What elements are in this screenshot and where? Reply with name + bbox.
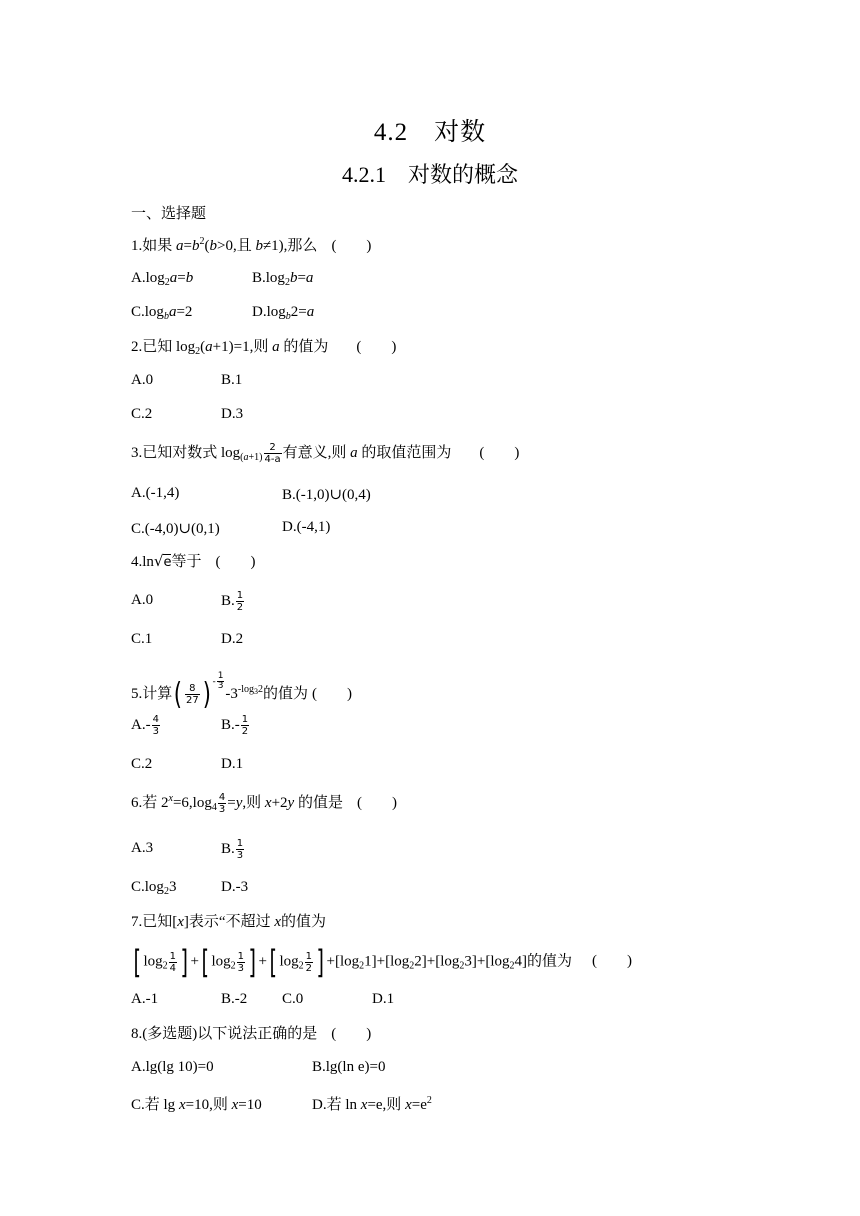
page-title: 4.2 对数 — [373, 119, 487, 146]
answer-blank: ( ) — [312, 686, 353, 702]
q7-option-d: D.1 — [372, 991, 395, 1007]
section-heading: 一、选择题 — [131, 206, 207, 222]
q5-option-b: B.- $\frac{1}{2}$ — [221, 714, 249, 737]
question-7: 7.已知[x]表示“不超过 x的值为 — [131, 914, 327, 930]
q5-option-d: D.1 — [221, 756, 244, 772]
sqrt-sign: √ — [153, 552, 164, 570]
q7-option-c: C.0 — [282, 991, 304, 1007]
q8-option-b: B.lg(ln e)=0 — [312, 1059, 386, 1075]
question-3: 3.已知对数式 $\log_{(a+1)}$ $\frac{2}{4-a}$ 有意义,则 a 的取值范围为 ( ) — [131, 442, 520, 466]
q6-option-d: D.-3 — [221, 879, 249, 895]
question-1: 1.如果 $a=b^2(b>0$,且 b≠1),那么 ( ) — [131, 235, 371, 257]
q6-option-a: A.3 — [131, 840, 154, 856]
fraction: $\frac{2}{4-a}$ — [264, 442, 281, 466]
q1-option-a: $A.\log_2a=b$ — [131, 270, 194, 288]
q4-option-c: C.1 — [131, 631, 153, 647]
q2-option-b: B.1 — [221, 372, 243, 388]
q4-option-d: D.2 — [221, 631, 244, 647]
question-4: 4.ln√e等于 ( ) — [131, 550, 256, 572]
answer-blank: ( ) — [592, 953, 632, 970]
q4-option-a: A.0 — [131, 592, 154, 608]
q8-option-a: A.lg(lg 10)=0 — [131, 1059, 214, 1075]
answer-blank: ( ) — [331, 238, 372, 254]
page-subtitle: 4.2.1 对数的概念 — [341, 162, 518, 187]
question-2: 2.已知 $\log_2(a+1)=1$,则 a 的值为 ( ) — [131, 336, 396, 358]
q2-option-c: C.2 — [131, 406, 153, 422]
question-6: 6.若 $2^x=6,\log_4$ $\frac{4}{3}$ =y,则 x+2y 的值是 ( ) — [131, 792, 397, 816]
answer-blank: ( ) — [356, 795, 397, 811]
answer-blank: ( ) — [479, 445, 520, 461]
q2-option-a: A.0 — [131, 372, 154, 388]
q1-option-b: $B.\log_2b=a$ — [252, 270, 314, 288]
q6-option-c: $C.\log_23$ — [131, 879, 177, 897]
q4-option-b: B. $\frac{1}{2}$ — [221, 590, 244, 613]
answer-blank: ( ) — [356, 339, 397, 355]
question-7-expression: [ $\log_2$ $\frac{1}{4}$ ] +[ $\log_2$ $\frac{1}{3}$ ] +[ $\log_2$ $\frac{1}{2}$ ] $+[\log_21]+[\log_22]+[\log_23]+[\log_24]$的值为 ( ) — [133, 943, 632, 981]
q8-option-c: C.若 lg x=10,则 x=10 — [131, 1097, 262, 1113]
q8-option-d: D.若 ln x=e,则 $x=e^2$ — [312, 1095, 432, 1113]
q5-option-c: C.2 — [131, 756, 153, 772]
q7-option-b: B.-2 — [221, 991, 248, 1007]
q3-option-b: B.(-1,0)∪(0,4) — [282, 487, 371, 503]
q1-option-d: $D.\log_b2=a$ — [252, 304, 315, 322]
answer-blank: ( ) — [215, 554, 256, 570]
q3-option-c: C.(-4,0)∪(0,1) — [131, 521, 220, 537]
q7-option-a: A.-1 — [131, 991, 159, 1007]
q3-option-d: D.(-4,1) — [282, 519, 331, 535]
q6-option-b: B. $\frac{1}{3}$ — [221, 838, 244, 861]
q2-option-d: D.3 — [221, 406, 244, 422]
question-5: 5.计算( $\frac{8}{27}$ ) - $\frac{1}{3}$ $-3^{-log_32}$的值为 ( ) — [131, 671, 353, 712]
q3-option-a: A.(-1,4) — [131, 485, 180, 501]
answer-blank: ( ) — [331, 1026, 372, 1042]
q5-option-a: A.- $\frac{4}{3}$ — [131, 714, 159, 737]
question-8: 8.(多选题)以下说法正确的是 ( ) — [131, 1023, 371, 1045]
q1-option-c: $C.\log_ba=2$ — [131, 304, 193, 322]
